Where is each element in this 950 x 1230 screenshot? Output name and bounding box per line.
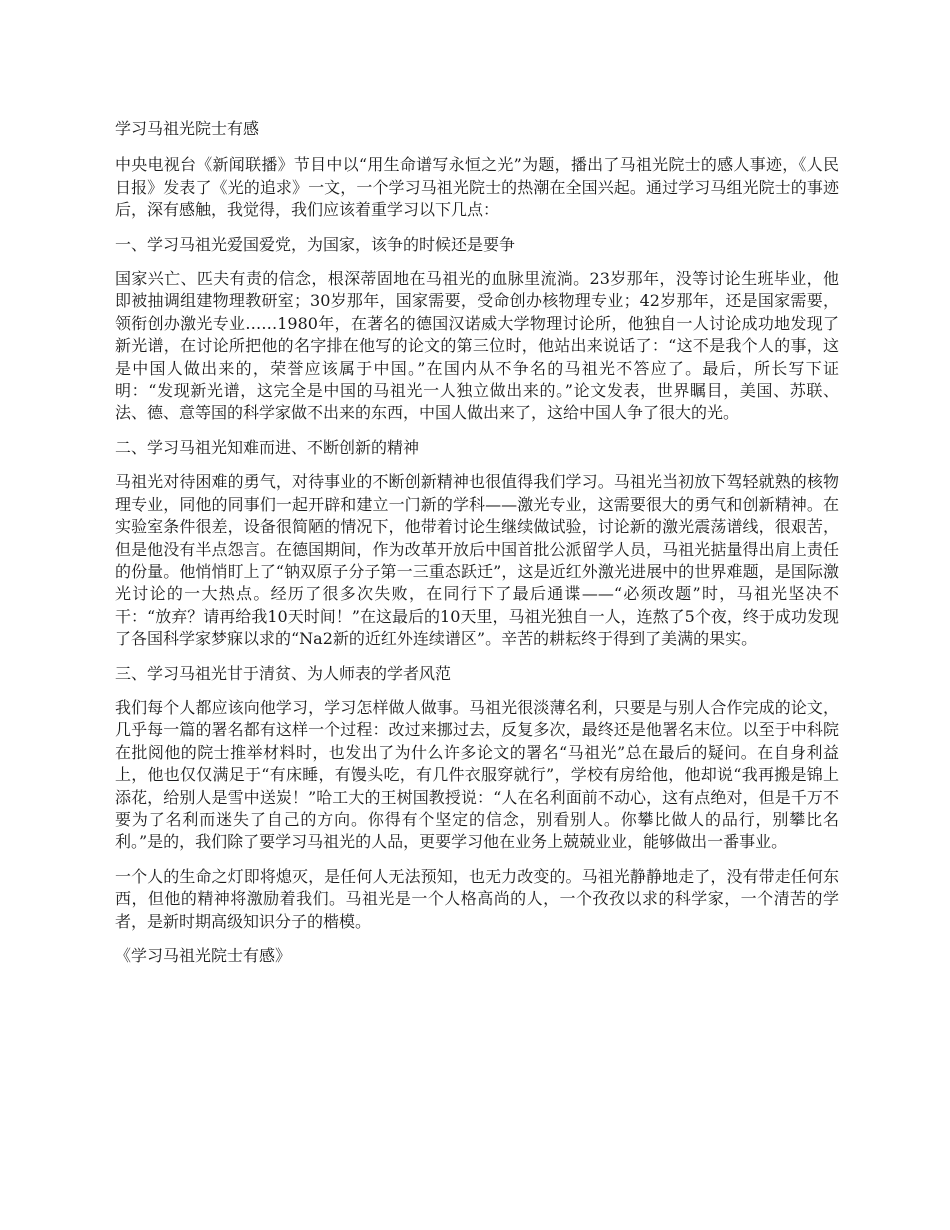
document-title: 学习马祖光院士有感 <box>115 119 260 138</box>
section-2-body: 马祖光对待困难的勇气，对待事业的不断创新精神也很值得我们学习。马祖光当初放下驾轻就熟的核物理专业，同他的同事们一起开辟和建立一门新的学科——激光专业，这需要很大的勇气和创新精神。在实验室条件很差，设备很简陋的情况下，他带着讨论生继续做试验，讨论新的激光震荡谱线，很艰苦，但是他没有半点怨言。在德国期间，作为改革开放后中国首批公派留学人员，马祖光掂量得出肩上责任的份量。他悄悄盯上了“钠双原子分子第一三重态跃迁”，这是近红外激光进展中的世界难题，是国际激光讨论的一大热点。经历了很多次失败，在同行下了最后通谍——“必须改题”时，马祖光坚决不干：“放弃？请再给我10天时间！”在这最后的10天里，马祖光独自一人，连熬了5个夜，终于成功发现了各国科学家梦寐以求的“Na2新的近红外连续谱区”。辛苦的耕耘终于得到了美满的果实。 <box>115 472 839 649</box>
conclusion-paragraph: 一个人的生命之灯即将熄灭，是任何人无法预知，也无力改变的。马祖光静静地走了，没有带走任何东西，但他的精神将激励着我们。马祖光是一个人格高尚的人，一个孜孜以求的科学家，一个清苦的学者，是新时期高级知识分子的楷模。 <box>115 866 839 931</box>
document-footer-title: 《学习马祖光院士有感》 <box>115 946 292 965</box>
intro-paragraph: 中央电视台《新闻联播》节目中以“用生命谱写永恒之光”为题，播出了马祖光院士的感人事迹，《人民日报》发表了《光的追求》一文，一个学习马祖光院士的热潮在全国兴起。通过学习马组光院士的事迹后，深有感触，我觉得，我们应该着重学习以下几点： <box>115 155 839 220</box>
section-3-body: 我们每个人都应该向他学习，学习怎样做人做事。马祖光很淡薄名利，只要是与别人合作完成的论文，几乎每一篇的署名都有这样一个过程：改过来挪过去，反复多次，最终还是他署名末位。以至于中科院在批阅他的院士推举材料时，也发出了为什么许多论文的署名“马祖光”总在最后的疑问。在自身利益上，他也仅仅满足于“有床睡，有馒头吃，有几件衣服穿就行”，学校有房给他，他却说“我再搬是锦上添花，给别人是雪中送炭！”哈工大的王树国教授说：“人在名利面前不动心，这有点绝对，但是千万不要为了名利而迷失了自己的方向。你得有个坚定的信念，别看别人。你攀比做人的品行，别攀比名利。”是的，我们除了要学习马祖光的人品，更要学习他在业务上兢兢业业，能够做出一番事业。 <box>115 697 839 852</box>
section-1-body: 国家兴亡、匹夫有责的信念，根深蒂固地在马祖光的血脉里流淌。23岁那年，没等讨论生班毕业，他即被抽调组建物理教研室；30岁那年，国家需要，受命创办核物理专业；42岁那年，还是国家需要，领衔创办激光专业……1980年，在著名的德国汉诺威大学物理讨论所，他独自一人讨论成功地发现了新光谱，在讨论所把他的名字排在他写的论文的第三位时，他站出来说话了：“这不是我个人的事，这是中国人做出来的，荣誉应该属于中国。”在国内从不争名的马祖光不答应了。最后，所长写下证明：“发现新光谱，这完全是中国的马祖光一人独立做出来的。”论文发表，世界瞩目，美国、苏联、法、德、意等国的科学家做不出来的东西，中国人做出来了，这给中国人争了很大的光。 <box>115 269 839 423</box>
document-page <box>115 118 839 978</box>
section-1-heading: 一、学习马祖光爱国爱党，为国家，该争的时候还是要争 <box>115 234 516 254</box>
section-3-heading: 三、学习马祖光甘于清贫、为人师表的学者风范 <box>115 663 452 683</box>
section-2-heading: 二、学习马祖光知难而进、不断创新的精神 <box>115 437 420 457</box>
